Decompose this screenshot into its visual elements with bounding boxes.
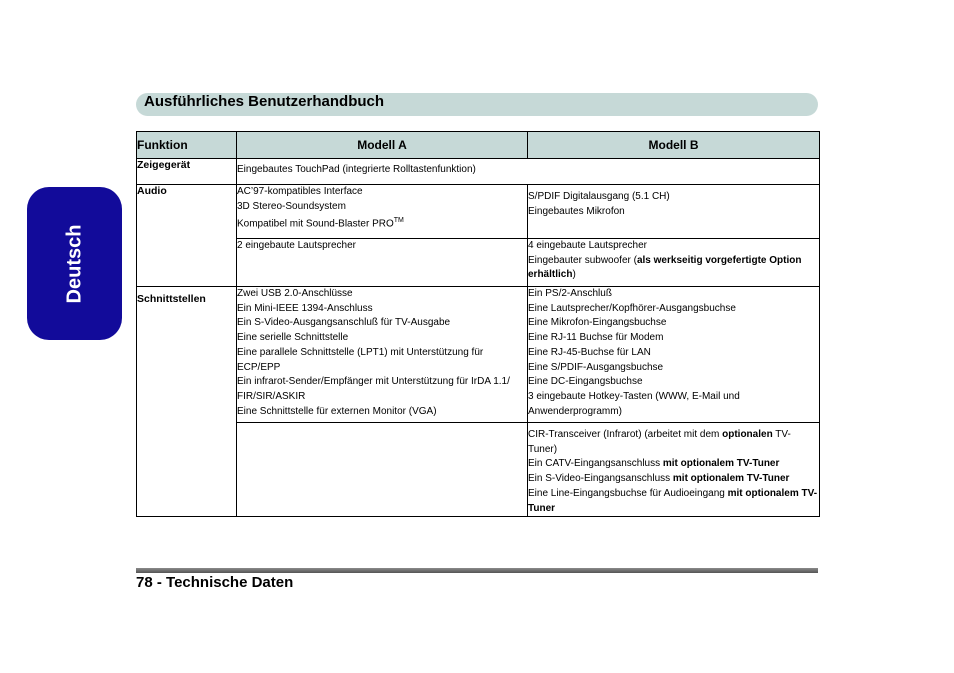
schnittstellen-modell-a	[237, 287, 528, 423]
list-item: Eine RJ-45-Buchse für LAN	[528, 346, 651, 358]
language-tab-label: Deutsch	[63, 224, 85, 303]
list-item	[237, 214, 527, 232]
list-item: Ein infrarot-Sender/Empfänger mit Unterstützung für IrDA 1.1/ FIR/SIR/ASKIR	[237, 376, 510, 402]
manual-title: Ausführliches Benutzerhandbuch	[144, 93, 385, 110]
table-row-schnittstellen	[137, 287, 820, 423]
zeigegeraet-value: Eingebautes TouchPad (integrierte Rolltastenfunktion)	[237, 159, 820, 185]
list-item: Eine parallele Schnittstelle (LPT1) mit Unterstützung für ECP/EPP	[237, 346, 484, 373]
table-header-row	[137, 132, 820, 159]
list-item: Eine Schnittstelle für externen Monitor (VGA)	[237, 405, 437, 417]
schnittstellen-modell-b	[528, 287, 820, 423]
list-item: Zwei USB 2.0-Anschlüsse	[237, 288, 353, 299]
list-item: CIR-Transceiver (Infrarot) (arbeitet mit dem optionalen TV-Tuner)	[528, 429, 791, 455]
list-item: AC’97-kompatibles Interface	[237, 186, 363, 197]
table-row-schnittstellen-tv	[137, 423, 820, 517]
row-label-audio: Audio	[137, 185, 237, 287]
list-item: 3D Stereo-Soundsystem	[237, 200, 346, 212]
list-item-text: Kompatibel mit Sound-Blaster PRO	[237, 218, 394, 230]
col-header-funktion: Funktion	[137, 132, 237, 159]
list-item: Ein CATV-Eingangsanschluss mit optionalem TV-Tuner	[528, 458, 780, 470]
row-label-zeigegeraet: Zeigegerät	[137, 159, 237, 185]
page-footer: 78 - Technische Daten	[136, 574, 294, 591]
col-header-modell-b: Modell B	[528, 132, 820, 159]
list-item: Eine RJ-11 Buchse für Modem	[528, 332, 664, 344]
audio-modell-b-features	[528, 185, 820, 239]
list-item: S/PDIF Digitalausgang (5.1 CH)	[528, 191, 670, 202]
list-item: 4 eingebaute Lautsprecher	[528, 240, 647, 251]
language-tab	[27, 187, 122, 340]
list-item: Ein PS/2-Anschluß	[528, 288, 612, 299]
list-item: Eine S/PDIF-Ausgangsbuchse	[528, 361, 664, 373]
col-header-modell-a: Modell A	[237, 132, 528, 159]
list-item: Eine Line-Eingangsbuchse für Audioeingang mit optionalem TV-Tuner	[528, 487, 818, 514]
schnittstellen-modell-a-empty	[237, 423, 528, 517]
list-item: Eingebautes Mikrofon	[528, 205, 625, 217]
list-item: 3 eingebaute Hotkey-Tasten (WWW, E-Mail und Anwenderprogramm)	[528, 390, 740, 417]
table-row-zeigegeraet	[137, 159, 820, 185]
list-item: Eine serielle Schnittstelle	[237, 332, 349, 344]
list-item: 2 eingebaute Lautsprecher	[237, 240, 356, 251]
row-label-schnittstellen: Schnittstellen	[137, 287, 237, 517]
audio-modell-a-features	[237, 185, 528, 239]
list-item: Ein S-Video-Ausgangsanschluß für TV-Ausgabe	[237, 317, 451, 329]
header-bar	[136, 93, 818, 116]
list-item: Ein S-Video-Eingangsanschluss mit optionalem TV-Tuner	[528, 473, 790, 485]
footer-divider	[136, 568, 818, 573]
table-row-audio	[137, 185, 820, 239]
list-item: Ein Mini-IEEE 1394-Anschluss	[237, 302, 373, 314]
schnittstellen-modell-b-tv	[528, 423, 820, 517]
list-item: Eine Lautsprecher/Kopfhörer-Ausgangsbuchse	[528, 302, 736, 314]
audio-modell-a-speakers	[237, 239, 528, 287]
table-row-audio-speakers	[137, 239, 820, 287]
audio-modell-b-speakers	[528, 239, 820, 287]
list-item: Eingebauter subwoofer (als werkseitig vorgefertigte Option erhältlich)	[528, 254, 802, 281]
spec-table	[136, 131, 820, 517]
list-item: Eine Mikrofon-Eingangsbuchse	[528, 317, 667, 329]
list-item: Eine DC-Eingangsbuchse	[528, 376, 643, 388]
trademark-sup: TM	[393, 217, 404, 225]
